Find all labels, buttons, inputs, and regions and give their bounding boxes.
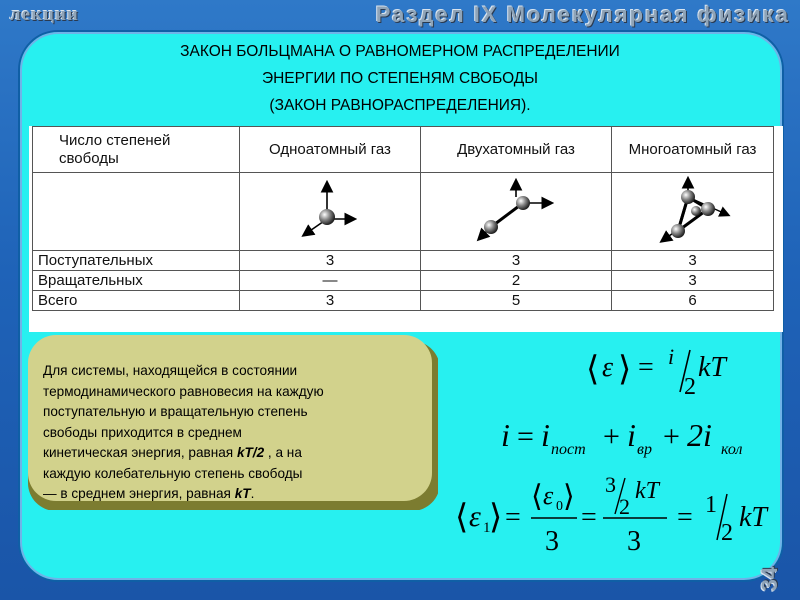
empty-cell xyxy=(33,173,240,251)
f3-three: 3 xyxy=(545,526,559,557)
header-cell-monatomic: Одноатомный газ xyxy=(240,127,421,173)
title-line-2: ЭНЕРГИИ ПО СТЕПЕНЯМ СВОБОДЫ xyxy=(261,70,539,87)
header-cell-diatomic: Двухатомный газ xyxy=(421,127,612,173)
f3-sub1: 1 xyxy=(483,520,491,536)
f2-sub-post: пост xyxy=(551,441,586,458)
header-cell-polyatomic: Многоатомный газ xyxy=(612,127,774,173)
formula-degrees-sum xyxy=(495,412,775,462)
f3-one: 1 xyxy=(705,492,717,518)
table-row-pictures xyxy=(33,173,774,251)
cell-value: 3 xyxy=(421,251,612,271)
f1-i: i xyxy=(668,344,675,369)
polyatomic-molecule-icon xyxy=(612,173,774,251)
section-title: Раздел IX Молекулярная физика xyxy=(375,2,790,27)
callout-kt: kT xyxy=(234,486,251,501)
callout-line: свободы приходится в среднем xyxy=(43,424,242,440)
f3-kT-b: kT xyxy=(739,502,767,533)
cell-value: 3 xyxy=(612,271,774,291)
callout-text xyxy=(43,361,433,505)
row-label-translational: Поступательных xyxy=(33,251,240,271)
f2-i-vr: i xyxy=(627,417,636,453)
f2-two-i: 2i xyxy=(687,417,712,453)
svg-text:=: = xyxy=(677,502,693,533)
cell-value: 3 xyxy=(240,291,421,311)
table-row xyxy=(33,271,774,291)
f2-sub-kol: кол xyxy=(721,441,743,458)
callout-line: поступательную и вращательную степень xyxy=(43,404,308,419)
header-dof-line2: свободы xyxy=(59,149,119,167)
callout-line xyxy=(43,443,433,464)
f3-kT: kT xyxy=(635,478,659,504)
callout-line: термодинамического равновесия на каждую xyxy=(43,383,324,399)
degrees-of-freedom-table xyxy=(32,126,774,311)
svg-text:=: = xyxy=(505,502,521,533)
table-row xyxy=(33,291,774,311)
cell-value: 5 xyxy=(421,291,612,311)
f3-sub0: 0 xyxy=(556,499,563,514)
cell-value: 3 xyxy=(240,251,421,271)
lectures-label: лекции xyxy=(10,4,79,25)
f2-sub-vr: вр xyxy=(637,441,652,458)
page-number: 34 xyxy=(756,566,782,592)
svg-text:=: = xyxy=(638,352,654,383)
callout-kt2: kT/2 xyxy=(236,445,265,460)
row-label-total: Всего xyxy=(33,291,240,311)
table-row xyxy=(33,251,774,271)
header-cell-dof xyxy=(33,127,240,173)
row-label-rotational: Вращательных xyxy=(33,271,240,291)
callout-fragment: кинетическая энергия, равная xyxy=(43,445,237,460)
diatomic-molecule-icon xyxy=(421,173,612,251)
f2-eq: = xyxy=(517,420,534,453)
header-dof-line1: Число степеней xyxy=(59,131,171,149)
f3-two-b: 2 xyxy=(721,520,733,546)
callout-line xyxy=(43,484,433,505)
svg-text:⟩: ⟩ xyxy=(489,499,503,536)
f1-two: 2 xyxy=(684,374,696,400)
f3-eps0: ε xyxy=(543,481,554,510)
f1-eps: ε xyxy=(602,352,614,383)
callout-fragment: . xyxy=(250,486,255,501)
svg-text:⟩: ⟩ xyxy=(618,351,632,388)
monatomic-molecule-icon xyxy=(240,173,421,251)
f3-three-b: 3 xyxy=(605,472,616,497)
cell-value: — xyxy=(240,271,421,291)
formula-average-energy xyxy=(455,470,785,560)
cell-value: 6 xyxy=(612,291,774,311)
formula-mean-energy xyxy=(580,340,750,400)
f3-two: 2 xyxy=(619,494,630,519)
svg-text:=: = xyxy=(581,502,597,533)
callout-line: каждую колебательную степень свободы xyxy=(43,465,303,481)
f3-eps1: ε xyxy=(469,500,481,533)
table-header-row xyxy=(33,127,774,173)
title-line-1: ЗАКОН БОЛЬЦМАНА О РАВНОМЕРНОМ РАСПРЕДЕЛЕНИИ xyxy=(180,43,620,60)
svg-text:⟨: ⟨ xyxy=(531,480,543,513)
svg-text:⟨: ⟨ xyxy=(455,499,469,536)
title-line-3: (ЗАКОН РАВНОРАСПРЕДЕЛЕНИЯ). xyxy=(269,97,531,114)
svg-text:⟨: ⟨ xyxy=(586,351,600,388)
callout-fragment: , а на xyxy=(264,445,302,460)
callout-fragment: — в среднем энергия, равная xyxy=(43,486,235,501)
f2-i-post: i xyxy=(541,417,550,453)
cell-value: 3 xyxy=(612,251,774,271)
slide-title xyxy=(0,38,800,119)
f3-three-c: 3 xyxy=(627,526,641,557)
f2-plus2: + xyxy=(663,420,680,453)
f2-i: i xyxy=(501,417,510,453)
f1-kT: kT xyxy=(698,352,726,383)
cell-value: 2 xyxy=(421,271,612,291)
f2-plus: + xyxy=(603,420,620,453)
svg-text:⟩: ⟩ xyxy=(563,480,575,513)
callout-line: Для системы, находящейся в состоянии xyxy=(43,363,298,378)
